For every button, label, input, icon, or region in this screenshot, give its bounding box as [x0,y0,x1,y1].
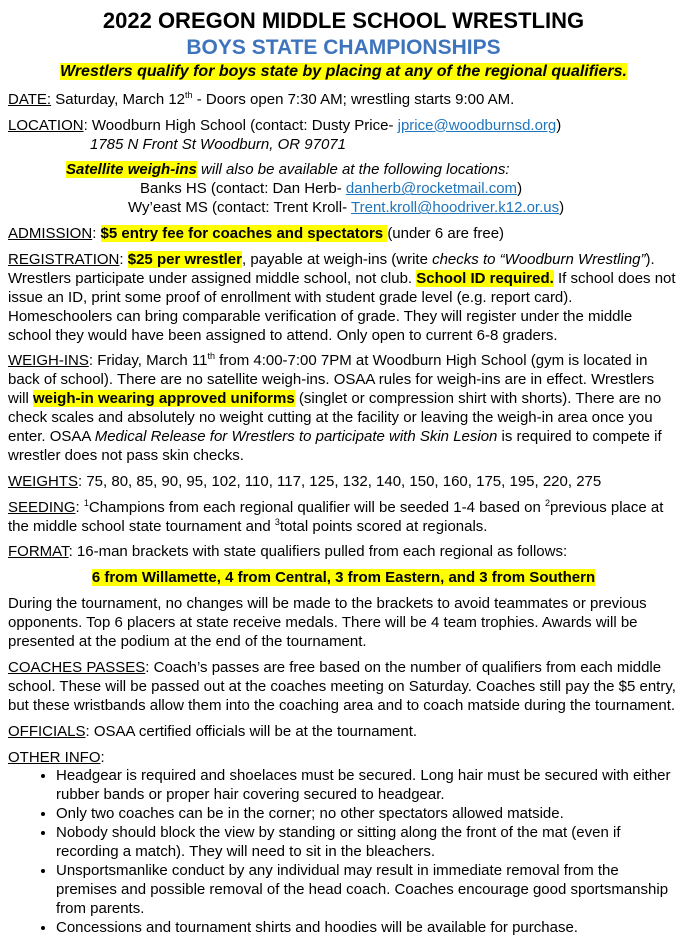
satellite-highlight: Satellite weigh-ins [66,161,197,179]
registration-checks-italic: checks to “Woodburn Wrestling” [432,251,646,269]
banks-text: Banks HS (contact: Dan Herb- [140,180,346,198]
location-text-close: ) [556,116,562,134]
weights-list: 75, 80, 85, 90, 95, 102, 110, 117, 125, 132, 140, 150, 160, 175, 195, 220, 275 [86,472,602,490]
weigh-ins-text-3: (singlet or compression shirt with shorts). There are no check scales and absolutely no weight cutting at the facility or leaving the weigh-in area once you enter. OSAA [8,390,662,446]
section-officials [8,723,679,742]
wyeast-text-close: ) [559,199,565,217]
coaches-passes-text: Coach’s passes are free based on the number of qualifiers from each middle school. These will be passed out at the coaches meeting on Saturday. Coaches still pay the $5 entry, but these wristbands allow them into the coaching area and to coach matside during the tournament. [8,658,676,714]
section-location [8,117,679,155]
date-ordinal-suffix: th [185,89,193,100]
satellite-wyeast-line [8,199,679,218]
registration-separator: : [119,251,128,269]
school-id-highlight: School ID required. [416,269,554,287]
format-separator: : [68,543,77,561]
location-text: Woodburn High School (contact: Dusty Price- [91,116,398,134]
weigh-ins-separator: : [88,352,98,370]
format-label: FORMAT [8,543,69,561]
other-info-heading [8,749,679,768]
page-subtitle: BOYS STATE CHAMPIONSHIPS [186,36,501,60]
registration-fee-highlight: $25 per wrestler [127,251,242,269]
seeding-text-3: total points scored at regionals. [279,517,488,535]
weigh-ins-ordinal-suffix: th [207,351,216,362]
section-coaches-passes [8,659,679,716]
admission-rest: (under 6 are free) [387,225,505,243]
qualify-tagline [8,63,679,81]
list-item: • Headgear is required and shoelaces must be secured. Long hair must be secured with either rubber bands or proper hair covering secured to headgear. [56,767,679,805]
seeding-footnote-1: 1 [83,497,89,508]
section-other-info [8,749,679,938]
weights-separator: : [78,472,87,490]
uniform-highlight: weigh-in wearing approved uniforms [33,390,295,408]
page-title: 2022 OREGON MIDDLE SCHOOL WRESTLING [102,8,585,33]
format-text: 16-man brackets with state qualifiers pulled from each regional as follows: [76,543,568,561]
seeding-footnote-3: 3 [274,516,280,527]
format-allocation-line [8,569,679,588]
location-separator: : [83,116,92,134]
list-item: • Concessions and tournament shirts and hoodies will be available for purchase. [56,919,679,938]
other-info-separator: : [100,748,105,766]
tournament-notes: During the tournament, no changes will be made to the brackets to avoid teammates or previous opponents. Top 6 placers at state receive medals. There will be 4 team trophies. Awards will be presented at the podium at the end of the tournament. [8,595,647,651]
weigh-ins-label: WEIGH-INS [8,352,89,370]
date-text: Saturday, March 12 [51,90,186,108]
satellite-rest: will also be available at the following locations: [196,161,510,179]
seeding-separator: : [75,498,84,516]
date-text-2: - Doors open 7:30 AM; wrestling starts 9:00 AM. [192,90,515,108]
satellite-intro-line [8,161,679,180]
wyeast-text: Wy’east MS (contact: Trent Kroll- [128,199,351,217]
format-allocation-highlight: 6 from Willamette, 4 from Central, 3 from Eastern, and 3 from Southern [91,569,596,587]
banks-text-close: ) [517,180,523,198]
qualify-tagline-text: Wrestlers qualify for boys state by placing at any of the regional qualifiers. [60,63,627,81]
wyeast-email-link[interactable]: Trent.kroll@hoodriver.k12.or.us [351,199,560,217]
other-info-label: OTHER INFO [8,748,101,766]
admission-separator: : [92,225,101,243]
admission-label: ADMISSION [8,225,93,243]
date-label: DATE: [8,90,52,108]
weigh-ins-text-2: from 4:00-7:00 7PM at Woodburn High School (gym is located in back of school). There are no satellite weigh-ins. OSAA rules for weigh-ins are in effect. Wrestlers will [8,352,655,408]
registration-label: REGISTRATION [8,251,120,269]
officials-separator: : [85,722,94,740]
admission-fee-highlight: $5 entry fee for coaches and spectators [100,225,388,243]
list-item: • Unsportsmanlike conduct by any individual may result in immediate removal from the premises and possible removal of the head coach. Coaches encourage good sportsmanship from parents. [56,862,679,919]
coaches-passes-label: COACHES PASSES [8,658,146,676]
section-weigh-ins [8,352,679,465]
location-label: LOCATION [8,116,84,134]
registration-text-2: ). Wrestlers participate under assigned middle school, not club. [8,251,655,287]
officials-label: OFFICIALS [8,722,86,740]
officials-text: OSAA certified officials will be at the tournament. [93,722,418,740]
weigh-ins-text-1: Friday, March 11 [97,352,208,370]
seeding-footnote-2: 2 [544,497,550,508]
location-email-link[interactable]: jprice@woodburnsd.org [397,116,557,134]
section-format [8,543,679,562]
section-admission [8,225,679,244]
other-info-list [8,767,679,937]
section-date [8,91,679,110]
list-item: • Nobody should block the view by standing or sitting along the front of the mat (even if recording a match). They will need to sit in the bleachers. [56,824,679,862]
section-seeding [8,499,679,537]
weigh-ins-text-4: is required to compete if wrestler does not pass skin checks. [8,428,662,464]
registration-text-3: If school does not issue an ID, print some proof of enrollment with student grade level (e.g. report card). Homeschoolers can bring comparable verification of grade. They will register under the middle school they would have been assigned to attend. Only open to current 6-8 graders. [8,269,676,344]
seeding-label: SEEDING [8,498,76,516]
section-registration [8,251,679,345]
seeding-text-2: previous place at the middle school state tournament and [8,498,664,535]
section-weights [8,473,679,492]
section-satellite-weigh-ins [8,161,679,218]
list-item: • Only two coaches can be in the corner; no other spectators allowed matside. [56,805,679,824]
coaches-passes-separator: : [145,658,154,676]
seeding-text-1: Champions from each regional qualifier will be seeded 1-4 based on [88,498,545,516]
location-address: 1785 N Front St Woodburn, OR 97071 [90,135,346,153]
location-line [8,117,679,136]
medical-release-italic: Medical Release for Wrestlers to participate with Skin Lesion [94,428,498,446]
registration-text-1: , payable at weigh-ins (write [242,251,433,269]
satellite-banks-line [8,180,679,199]
weights-label: WEIGHTS [8,472,78,490]
banks-email-link[interactable]: danherb@rocketmail.com [345,180,518,198]
